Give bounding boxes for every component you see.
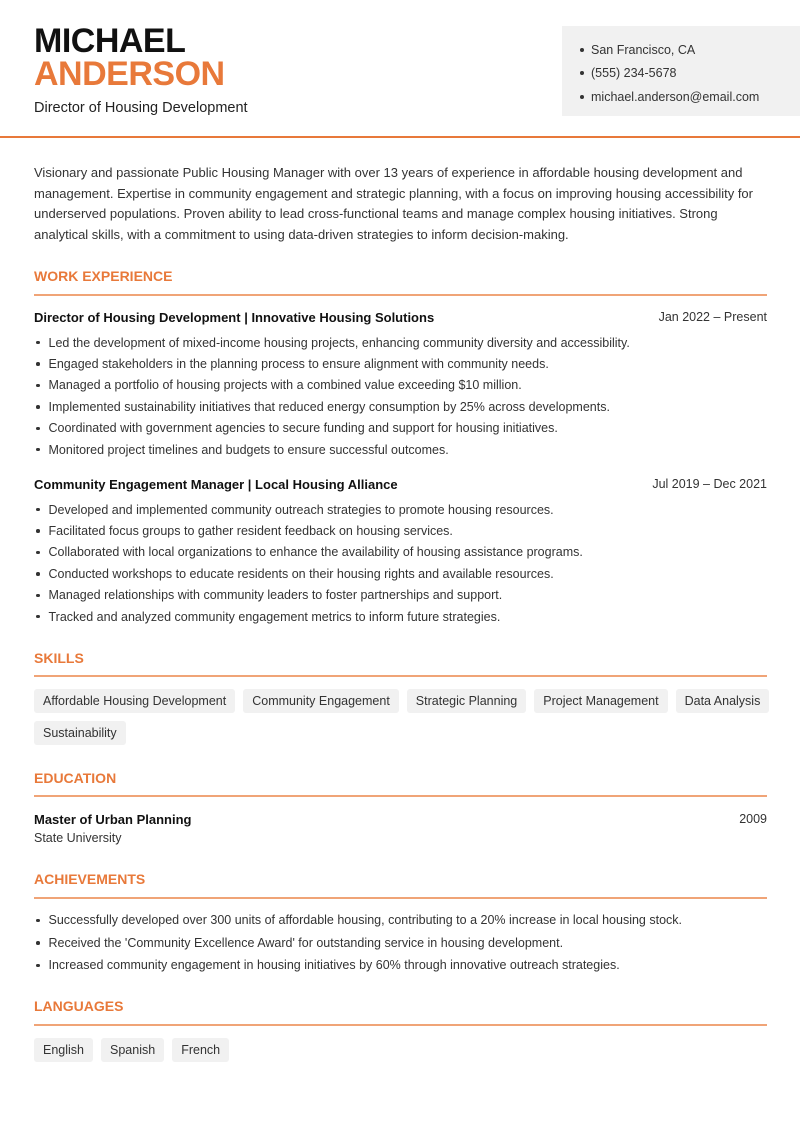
list-item-text: Developed and implemented community outreach strategies to promote housing resources. (48, 502, 554, 517)
skill-tag: Sustainability (34, 721, 126, 745)
list-item-text: Managed relationships with community leaders to foster partnerships and support. (48, 588, 503, 603)
skill-tag: Strategic Planning (407, 689, 526, 713)
contact-email (580, 85, 800, 109)
language-tag: French (172, 1038, 229, 1062)
languages-heading: LANGUAGES (34, 998, 124, 1014)
last-name: ANDERSON (34, 55, 225, 93)
list-item (34, 954, 767, 977)
bullet-icon (36, 964, 40, 968)
list-item (34, 606, 767, 627)
bullet-icon (36, 384, 40, 388)
bullet-icon (36, 448, 40, 452)
bullet-icon (580, 48, 584, 52)
skills-list (34, 689, 774, 745)
bullet-icon (580, 95, 584, 99)
list-item (34, 375, 767, 396)
list-item-text: Tracked and analyzed community engagement metrics to inform future strategies. (48, 609, 501, 624)
bullet-icon (36, 508, 40, 512)
job-entry-header (34, 477, 767, 492)
list-item-text: Monitored project timelines and budgets to ensure successful outcomes. (48, 442, 449, 457)
list-item-text: Increased community engagement in housing initiatives by 60% through innovative outreach strategies. (48, 958, 620, 973)
bullet-icon (36, 572, 40, 576)
job-bullets (34, 499, 767, 627)
education-heading: EDUCATION (34, 770, 117, 786)
skills-heading: SKILLS (34, 650, 84, 666)
job-role: Director of Housing Development | Innovative Housing Solutions (34, 310, 435, 325)
achievement-bullets (34, 909, 767, 977)
bullet-icon (36, 341, 40, 345)
list-item (34, 563, 767, 584)
achievements-heading: ACHIEVEMENTS (34, 871, 146, 887)
languages-list (34, 1038, 774, 1062)
section-divider (34, 294, 767, 296)
list-item-text: Collaborated with local organizations to enhance the availability of housing assistance programs. (48, 545, 583, 560)
job-bullets (34, 332, 767, 460)
bullet-icon (36, 551, 40, 555)
job-dates: Jul 2019 – Dec 2021 (652, 477, 767, 491)
list-item (34, 332, 767, 353)
list-item (34, 932, 767, 955)
language-tag: English (34, 1038, 93, 1062)
section-divider (34, 795, 767, 797)
list-item-text: Managed a portfolio of housing projects with a combined value exceeding $10 million. (48, 378, 522, 393)
list-item-text: Engaged stakeholders in the planning process to ensure alignment with community needs. (48, 357, 549, 372)
contact-box (562, 26, 800, 116)
list-item-text: Implemented sustainability initiatives that reduced energy consumption by 25% across developments. (48, 399, 610, 414)
resume-header (0, 0, 800, 138)
skill-tag: Project Management (534, 689, 667, 713)
bullet-icon (36, 362, 40, 366)
contact-location (580, 38, 800, 62)
list-item (34, 396, 767, 417)
skill-tag: Community Engagement (243, 689, 399, 713)
section-divider (34, 1024, 767, 1026)
list-item (34, 520, 767, 541)
skill-tag: Data Analysis (676, 689, 770, 713)
bullet-icon (36, 919, 40, 923)
list-item (34, 353, 767, 374)
section-divider (34, 675, 767, 677)
bullet-icon (36, 594, 40, 598)
list-item-text: Received the 'Community Excellence Award' for outstanding service in housing development. (48, 935, 564, 950)
bullet-icon (36, 427, 40, 431)
contact-phone-text: (555) 234-5678 (591, 66, 677, 81)
list-item (34, 909, 767, 932)
first-name: MICHAEL (34, 22, 186, 60)
list-item-text: Conducted workshops to educate residents on their housing rights and available resources. (48, 566, 554, 581)
list-item (34, 439, 767, 460)
contact-email-text: michael.anderson@email.com (591, 89, 760, 104)
contact-phone (580, 62, 800, 86)
school-name: State University (34, 831, 122, 845)
bullet-icon (36, 405, 40, 409)
skill-tag: Affordable Housing Development (34, 689, 235, 713)
summary-text: Visionary and passionate Public Housing Manager with over 13 years of experience in affordable housing development and management. Expertise in community engagement and strategic planning, with a focus on improving housing accessibility for underserved populations. Proven ability to lead cross-functional teams and manage complex housing initiatives. Strong analytical skills, with a commitment to using data-driven strategies to inform decision-making. (34, 165, 753, 242)
job-role: Community Engagement Manager | Local Housing Alliance (34, 477, 398, 492)
degree: Master of Urban Planning (34, 812, 192, 827)
work-experience-heading: WORK EXPERIENCE (34, 268, 173, 284)
job-title: Director of Housing Development (34, 100, 248, 116)
list-item-text: Successfully developed over 300 units of affordable housing, contributing to a 20% increase in local housing stock. (48, 913, 682, 928)
contact-location-text: San Francisco, CA (591, 42, 696, 57)
list-item (34, 418, 767, 439)
bullet-icon (36, 941, 40, 945)
bullet-icon (580, 71, 584, 75)
education-entry-header (34, 812, 767, 827)
section-divider (34, 897, 767, 899)
job-entry-header (34, 310, 767, 325)
list-item (34, 499, 767, 520)
bullet-icon (36, 615, 40, 619)
job-dates: Jan 2022 – Present (658, 310, 767, 324)
list-item-text: Facilitated focus groups to gather resident feedback on housing services. (48, 524, 453, 539)
list-item (34, 542, 767, 563)
list-item-text: Led the development of mixed-income housing projects, enhancing community diversity and accessibility. (48, 335, 630, 350)
list-item-text: Coordinated with government agencies to secure funding and support for housing initiatives. (48, 421, 558, 436)
list-item (34, 585, 767, 606)
graduation-year: 2009 (739, 812, 767, 826)
bullet-icon (36, 529, 40, 533)
language-tag: Spanish (101, 1038, 164, 1062)
